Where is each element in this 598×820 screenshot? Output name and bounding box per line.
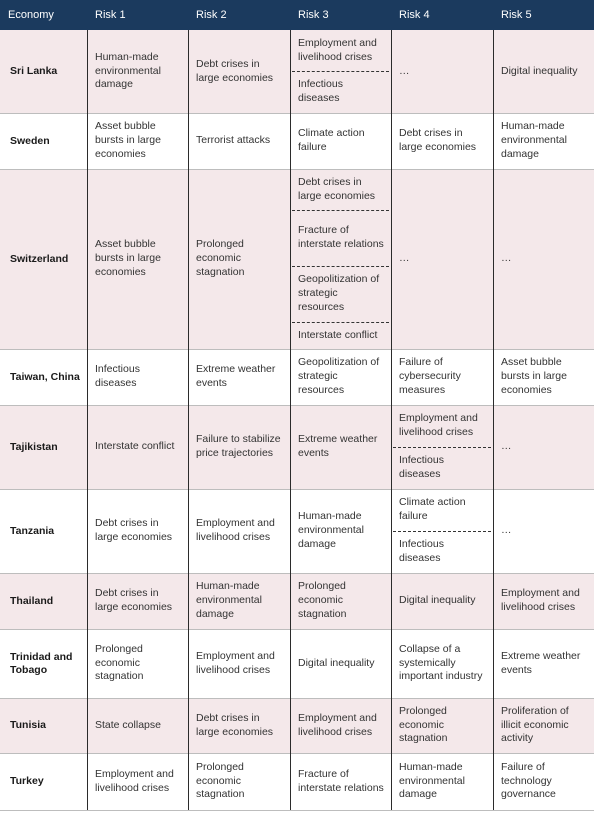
risk-cell: Human-made environmental damage <box>196 580 262 620</box>
risk-cell: Human-made environmental damage <box>501 120 567 160</box>
column-divider <box>493 0 494 810</box>
risk-cell: Prolonged economic stagnation <box>196 760 245 801</box>
risk-cell: Failure of technology governance <box>501 760 556 801</box>
risk-cell: Fracture of interstate relations <box>298 767 384 794</box>
row-divider <box>0 405 594 406</box>
risk-cell: Asset bubble bursts in large economies <box>95 238 161 278</box>
column-divider <box>391 0 392 810</box>
header-risk-3: Risk 3 <box>290 0 391 30</box>
risk-cell: Prolonged economic stagnation <box>399 704 448 745</box>
risk-cell: … <box>399 64 410 77</box>
row-divider <box>0 113 594 114</box>
economy-name: Sweden <box>10 134 50 147</box>
economy-name: Switzerland <box>10 252 69 265</box>
economy-name: Sri Lanka <box>10 65 58 77</box>
risk-cell: Geopolitization of strategic resources <box>298 273 380 313</box>
risk-cell: Asset bubble bursts in large economies <box>95 120 161 160</box>
row-divider <box>0 573 594 574</box>
risk-cell: Digital inequality <box>298 656 375 669</box>
risk-cell: Failure of cybersecurity measures <box>399 356 461 396</box>
economy-name: Thailand <box>10 594 54 607</box>
risk-cell: Employment and livelihood crises <box>298 711 377 738</box>
economy-name: Tanzania <box>10 524 55 537</box>
header-risk-2: Risk 2 <box>188 0 290 30</box>
row-divider <box>0 753 594 754</box>
column-divider <box>87 0 88 810</box>
risk-cell: Extreme weather events <box>196 363 276 389</box>
row-divider <box>0 489 594 490</box>
economy-name: Tajikistan <box>10 440 58 453</box>
column-divider <box>188 0 189 810</box>
risk-cell: Asset bubble bursts in large economies <box>501 356 567 396</box>
risk-cell: Employment and livelihood crises <box>501 587 580 613</box>
risk-cell: Collapse of a systemically important industry <box>399 642 483 683</box>
risk-cell: Employment and livelihood crises <box>196 517 275 543</box>
risk-cell: Employment and livelihood crises <box>95 767 174 794</box>
risk-cell: Human-made environmental damage <box>298 510 364 550</box>
risk-cell: Human-made environmental damage <box>95 50 161 91</box>
risk-cell: Debt crises in large economies <box>95 587 173 613</box>
risk-cell: Employment and livelihood crises <box>298 36 377 63</box>
row-divider <box>0 349 594 350</box>
risk-cell: Climate action failure <box>399 496 466 522</box>
header-risk-4: Risk 4 <box>391 0 493 30</box>
risk-cell: Prolonged economic stagnation <box>196 238 245 278</box>
risk-cell: Fracture of interstate relations <box>298 224 384 250</box>
risk-cell: Terrorist attacks <box>196 134 271 147</box>
risk-cell: Digital inequality <box>399 594 476 607</box>
risk-cell: … <box>399 252 410 265</box>
economy-name: Turkey <box>10 775 44 787</box>
risk-cell: … <box>501 440 512 453</box>
row-divider <box>0 629 594 630</box>
economy-name: Taiwan, China <box>10 370 80 383</box>
risk-cell: Employment and livelihood crises <box>196 649 275 676</box>
risk-cell: Debt crises in large economies <box>399 127 477 153</box>
risk-cell: Debt crises in large economies <box>196 711 274 738</box>
risk-cell: Interstate conflict <box>95 440 175 453</box>
economy-name: Tunisia <box>10 719 46 731</box>
table-bottom-rule <box>0 810 594 811</box>
risk-cell: Debt crises in large economies <box>95 517 173 543</box>
header-economy: Economy <box>0 0 87 30</box>
risk-cell: Human-made environmental damage <box>399 760 465 801</box>
risk-cell: Debt crises in large economies <box>298 175 376 202</box>
risk-cell: Interstate conflict <box>298 328 378 341</box>
risk-cell: Infectious diseases <box>399 454 444 480</box>
risk-cell: Debt crises in large economies <box>196 57 274 84</box>
risk-cell: Infectious diseases <box>298 78 343 104</box>
header-risk-1: Risk 1 <box>87 0 188 30</box>
risk-cell: … <box>501 252 512 265</box>
risk-cell: Prolonged economic stagnation <box>95 642 144 683</box>
risk-cell: State collapse <box>95 718 161 731</box>
risk-cell: Digital inequality <box>501 64 578 77</box>
row-divider <box>0 169 594 170</box>
risk-cell: Infectious diseases <box>399 538 444 564</box>
risk-cell: Extreme weather events <box>501 649 581 676</box>
risk-cell: Infectious diseases <box>95 363 140 389</box>
risk-cell: Proliferation of illicit economic activity <box>501 704 569 745</box>
risk-cell: Failure to stabilize price trajectories <box>196 433 281 459</box>
risk-cell: Employment and livelihood crises <box>399 412 478 438</box>
risk-cell: … <box>501 524 512 537</box>
risk-cell: Climate action failure <box>298 127 365 153</box>
economy-name: Trinidad and Tobago <box>10 650 73 676</box>
row-divider <box>0 698 594 699</box>
risk-cell: Prolonged economic stagnation <box>298 580 347 620</box>
risk-cell: Geopolitization of strategic resources <box>298 356 380 396</box>
risk-cell: Extreme weather events <box>298 433 378 459</box>
header-risk-5: Risk 5 <box>493 0 594 30</box>
column-divider <box>290 0 291 810</box>
